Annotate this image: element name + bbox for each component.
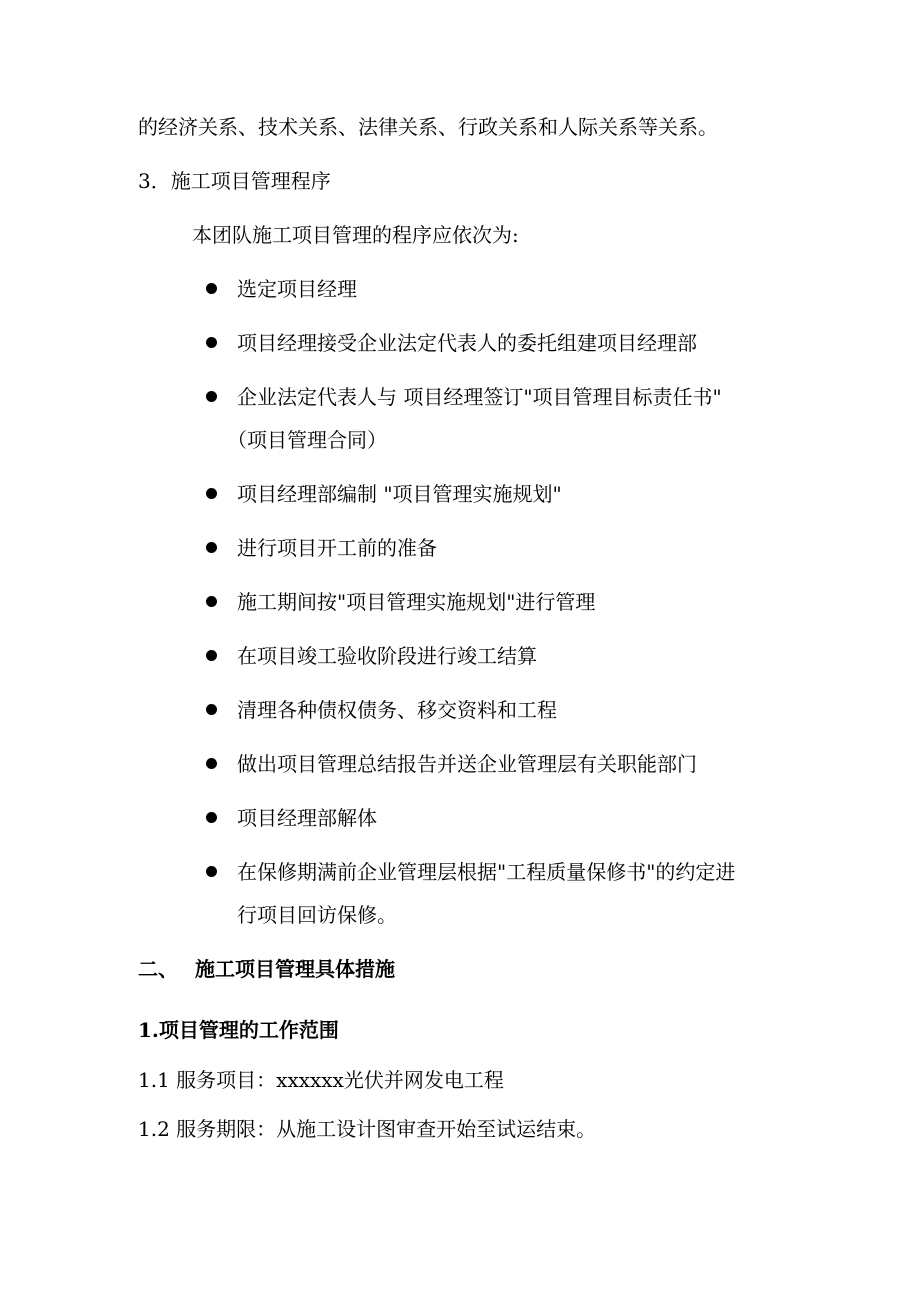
list-item-continuation: 行项目回访保修。 [237,903,397,927]
list-item: 进行项目开工前的准备 [237,536,437,560]
list-item: 施工期间按"项目管理实施规划"进行管理 [237,590,596,614]
part2-title: 施工项目管理具体措施 [195,957,395,981]
bullet-icon [206,283,217,294]
item-1-2: 1.2 服务期限：从施工设计图审查开始至试运结束。 [138,1117,597,1141]
list-item: 做出项目管理总结报告并送企业管理层有关职能部门 [237,752,697,776]
bullet-icon [206,650,217,661]
bullet-icon [206,542,217,553]
list-item: 选定项目经理 [237,277,357,301]
bullet-icon [206,596,217,607]
bullet-icon [206,704,217,715]
item-1-1: 1.1 服务项目：xxxxxx光伏并网发电工程 [138,1068,504,1092]
part2-number: 二、 [138,957,178,981]
section3-lead: 本团队施工项目管理的程序应依次为: [192,223,519,247]
intro-line: 的经济关系、技术关系、法律关系、行政关系和人际关系等关系。 [138,115,718,139]
sub1-heading: 1.项目管理的工作范围 [138,1018,339,1042]
list-item: 项目经理部解体 [237,806,377,830]
list-item: 项目经理接受企业法定代表人的委托组建项目经理部 [237,331,697,355]
list-item: 企业法定代表人与 项目经理签订"项目管理目标责任书" [237,385,722,409]
list-item: 在项目竣工验收阶段进行竣工结算 [237,644,537,668]
bullet-icon [206,866,217,877]
section3-heading: 3．施工项目管理程序 [138,169,331,193]
bullet-icon [206,812,217,823]
list-item-continuation: （项目管理合同） [227,428,387,452]
bullet-icon [206,337,217,348]
list-item: 在保修期满前企业管理层根据"工程质量保修书"的约定进 [237,860,736,884]
bullet-icon [206,758,217,769]
bullet-icon [206,488,217,499]
bullet-icon [206,391,217,402]
list-item: 清理各种债权债务、移交资料和工程 [237,698,557,722]
list-item: 项目经理部编制 "项目管理实施规划" [237,482,562,506]
